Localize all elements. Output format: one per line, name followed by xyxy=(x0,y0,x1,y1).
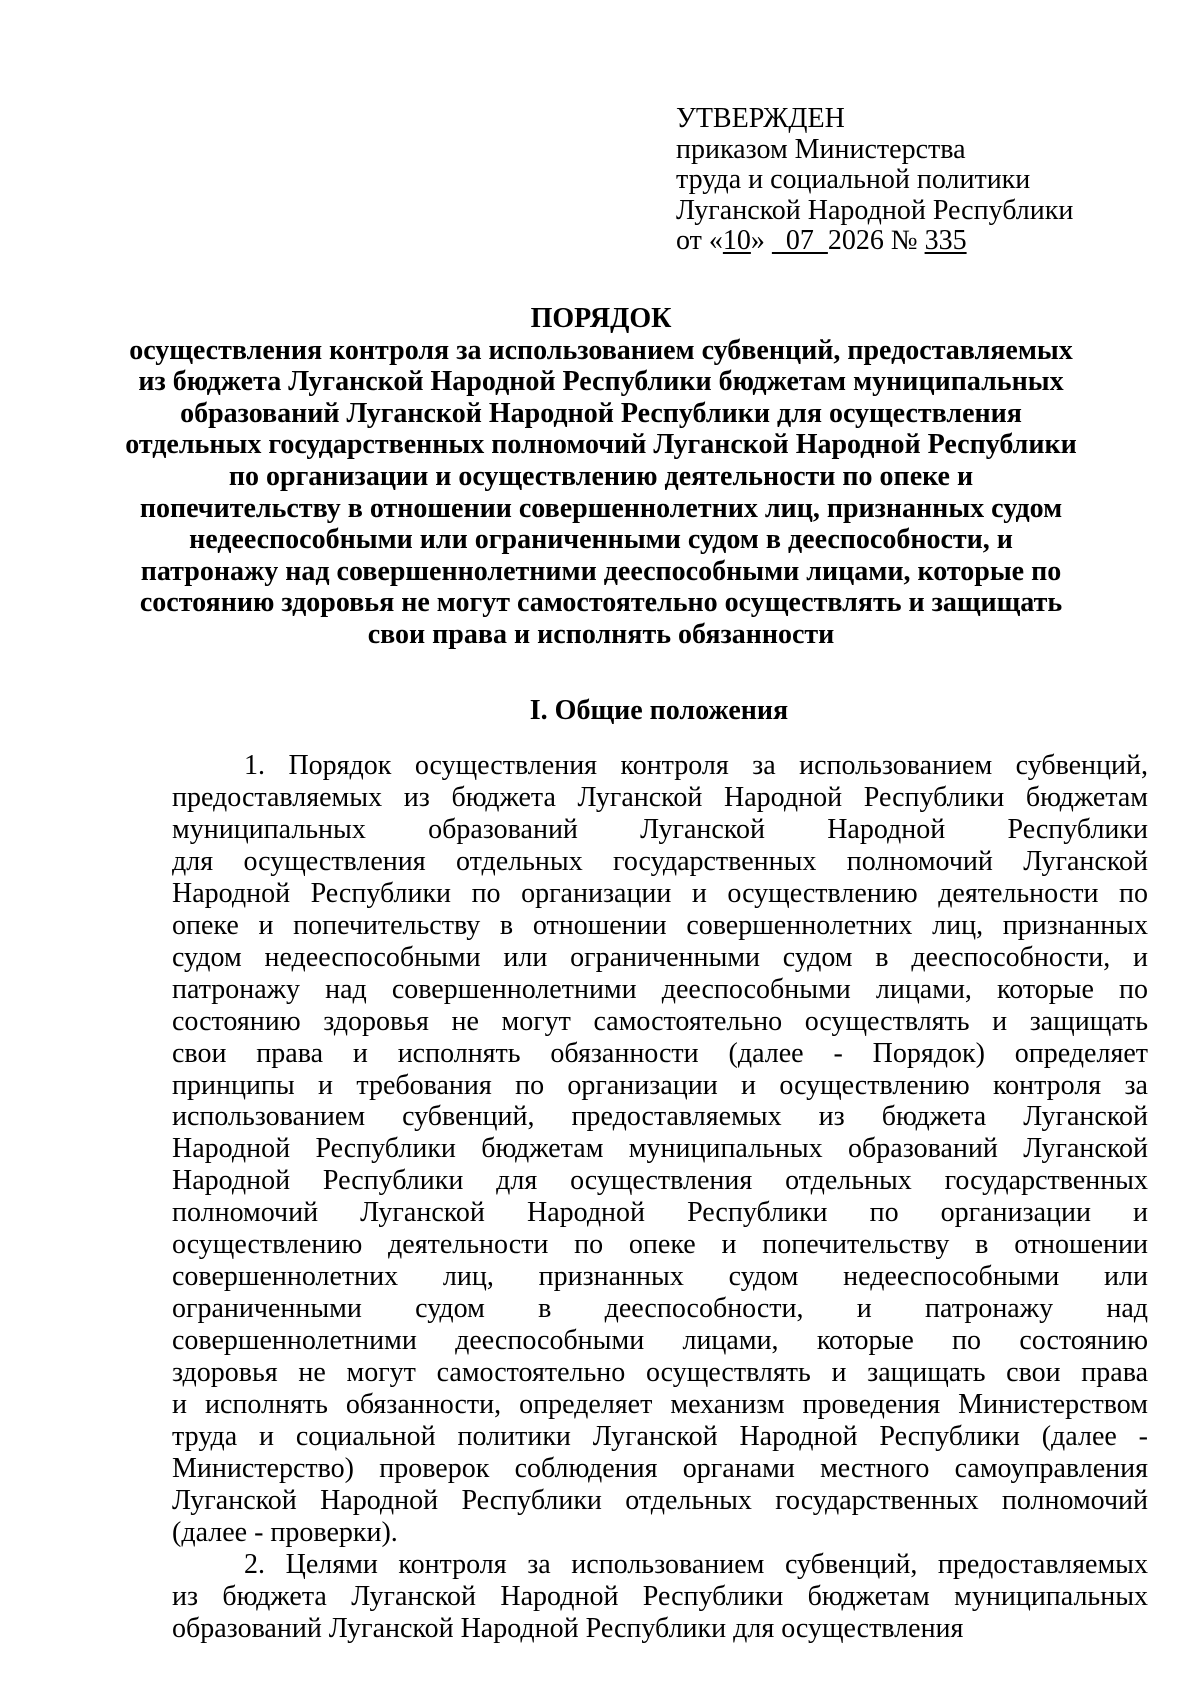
text-line: полномочий Луганской Народной Республики по организации и xyxy=(172,1197,1148,1229)
section-heading: I. Общие положения xyxy=(529,695,789,726)
title-line: по организации и осуществлению деятельности по опеке и xyxy=(228,460,974,492)
text-line: Министерство) проверок соблюдения органами местного самоуправления xyxy=(172,1452,1148,1484)
date-month: 07 xyxy=(771,225,828,256)
title-line: недееспособными или ограниченными судом в дееспособности, и xyxy=(189,524,1013,556)
text-line: для осуществления отдельных государственных полномочий Луганской xyxy=(172,845,1148,877)
text-line: принципы и требования по организации и осуществлению контроля за xyxy=(172,1069,1148,1101)
text-line: и исполнять обязанности, определяет механизм проведения Министерством xyxy=(172,1389,1148,1421)
order-number: 335 xyxy=(924,225,967,256)
title-line: осуществления контроля за использованием субвенций, предоставляемых xyxy=(129,334,1073,366)
title-line: из бюджета Луганской Народной Республики бюджетам муниципальных xyxy=(138,366,1064,398)
date-separator: » xyxy=(750,225,772,256)
date-day: 10 xyxy=(722,225,751,256)
title-line: образований Луганской Народной Республики для осуществления xyxy=(180,397,1022,429)
title-line: попечительству в отношении совершеннолетних лиц, признанных судом xyxy=(139,492,1063,524)
text-line: судом недееспособными или ограниченными судом в дееспособности, и xyxy=(172,941,1148,973)
title-line: состоянию здоровья не могут самостоятельно осуществлять и защищать xyxy=(139,587,1063,619)
body-text xyxy=(172,750,1148,1645)
approval-line: Луганской Народной Республики xyxy=(676,194,1074,226)
title-line: патронажу над совершеннолетними дееспособными лицами, которые по xyxy=(140,555,1062,587)
text-line: труда и социальной политики Луганской Народной Республики (далее - xyxy=(172,1421,1148,1453)
title-line: свои права и исполнять обязанности xyxy=(367,618,835,650)
approval-status: УТВЕРЖДЕН xyxy=(676,103,845,134)
text-line: из бюджета Луганской Народной Республики бюджетам муниципальных xyxy=(172,1580,1148,1612)
paragraph-2 xyxy=(172,1549,1148,1645)
text-line: использованием субвенций, предоставляемых из бюджета Луганской xyxy=(172,1101,1148,1133)
text-line: 1. Порядок осуществления контроля за использованием субвенций, xyxy=(244,750,1148,781)
text-line: свои права и исполнять обязанности (далее - Порядок) определяет xyxy=(172,1037,1148,1069)
text-line: ограниченными судом в дееспособности, и патронажу над xyxy=(172,1293,1148,1325)
text-line: Луганской Народной Республики отдельных государственных полномочий xyxy=(172,1484,1148,1516)
text-line: состоянию здоровья не могут самостоятельно осуществлять и защищать xyxy=(172,1005,1148,1037)
text-line: Народной Республики бюджетам муниципальных образований Луганской xyxy=(172,1133,1148,1165)
text-line: (далее - проверки). xyxy=(172,1516,398,1548)
text-line: опеке и попечительству в отношении совершеннолетних лиц, признанных xyxy=(172,909,1148,941)
approval-date xyxy=(676,226,1073,257)
text-line: здоровья не могут самостоятельно осуществлять и защищать свои права xyxy=(172,1357,1148,1389)
text-line: предоставляемых из бюджета Луганской Народной Республики бюджетам xyxy=(172,781,1148,813)
approval-stamp xyxy=(676,104,1073,257)
title-heading: ПОРЯДОК xyxy=(530,303,672,334)
text-line: 2. Целями контроля за использованием субвенций, предоставляемых xyxy=(244,1548,1148,1580)
text-line: совершеннолетних лиц, признанных судом недееспособными или xyxy=(172,1261,1148,1293)
date-prefix: от « xyxy=(676,225,723,256)
text-line: патронажу над совершеннолетними дееспособными лицами, которые по xyxy=(172,973,1148,1005)
approval-line: приказом Министерства xyxy=(676,133,966,165)
text-line: муниципальных образований Луганской Народной Республики xyxy=(172,813,1148,845)
text-line: Народной Республики по организации и осуществлению деятельности по xyxy=(172,877,1148,909)
document-title xyxy=(108,303,1094,651)
approval-line: труда и социальной политики xyxy=(676,164,1031,195)
text-line: осуществлению деятельности по опеке и попечительству в отношении xyxy=(172,1229,1148,1261)
date-year: 2026 № xyxy=(827,225,925,256)
paragraph-1 xyxy=(172,750,1148,1549)
text-line: образований Луганской Народной Республики для осуществления xyxy=(172,1612,964,1644)
text-line: совершеннолетними дееспособными лицами, которые по состоянию xyxy=(172,1325,1148,1357)
title-line: отдельных государственных полномочий Луганской Народной Республики xyxy=(125,429,1077,461)
text-line: Народной Республики для осуществления отдельных государственных xyxy=(172,1165,1148,1197)
